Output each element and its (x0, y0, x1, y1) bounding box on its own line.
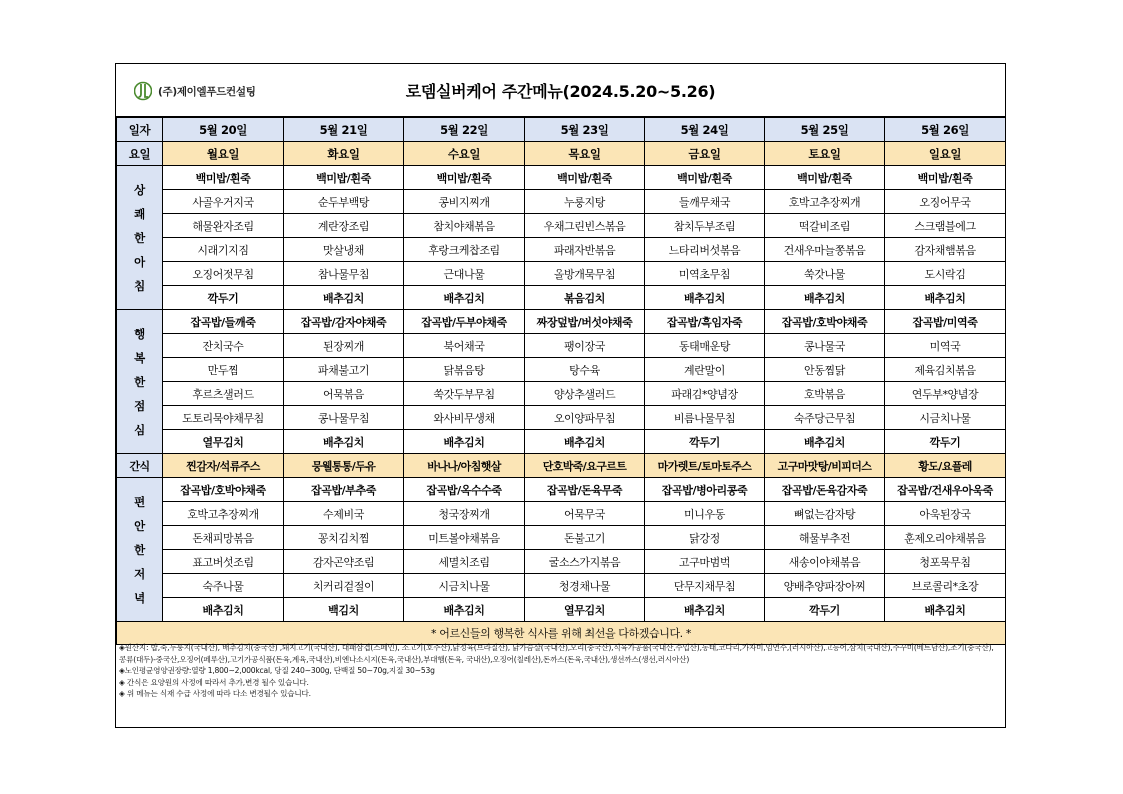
menu-item-cell: 잡곡밥/감자야채죽 (284, 310, 404, 334)
menu-item-cell: 배추김치 (765, 286, 885, 310)
menu-item-cell: 배추김치 (645, 598, 765, 622)
menu-item-cell: 깍두기 (885, 430, 1006, 454)
menu-item-cell: 미트볼야채볶음 (404, 526, 525, 550)
menu-item-cell: 시금치나물 (885, 406, 1006, 430)
menu-item-cell: 안동찜닭 (765, 358, 885, 382)
breakfast-row (117, 166, 1006, 190)
day-label: 요일 (117, 142, 163, 166)
closing-note: * 어르신들의 행복한 식사를 위해 최선을 다하겠습니다. * (117, 622, 1006, 645)
menu-item-cell: 해물부추전 (765, 526, 885, 550)
lunch-row (117, 310, 1006, 334)
menu-item-cell: 열무김치 (525, 598, 645, 622)
menu-item-cell: 브로콜리*초장 (885, 574, 1006, 598)
menu-item-cell: 단무지채무침 (645, 574, 765, 598)
menu-item-cell: 콩비지찌개 (404, 190, 525, 214)
menu-item-cell: 후르츠샐러드 (163, 382, 284, 406)
menu-item-cell: 배추김치 (525, 430, 645, 454)
date-cell: 5월 22일 (404, 118, 525, 142)
date-cell: 5월 24일 (645, 118, 765, 142)
date-cell: 5월 23일 (525, 118, 645, 142)
menu-item-cell: 연두부*양념장 (885, 382, 1006, 406)
menu-item-cell: 동태매운탕 (645, 334, 765, 358)
menu-item-cell: 떡갈비조림 (765, 214, 885, 238)
menu-item-cell: 잡곡밥/호박야채죽 (765, 310, 885, 334)
menu-item-cell: 잡곡밥/돈육감자죽 (765, 478, 885, 502)
menu-item-cell: 시금치나물 (404, 574, 525, 598)
lunch-row (117, 334, 1006, 358)
breakfast-label (117, 166, 163, 310)
day-cell: 월요일 (163, 142, 284, 166)
menu-item-cell: 청포묵무침 (885, 550, 1006, 574)
dinner-row (117, 598, 1006, 622)
menu-item-cell: 양배추양파장아찌 (765, 574, 885, 598)
menu-item-cell: 돈불고기 (525, 526, 645, 550)
menu-item-cell: 오징어젓무침 (163, 262, 284, 286)
menu-item-cell: 파래김*양념장 (645, 382, 765, 406)
weekly-menu-table (116, 117, 1006, 645)
snack-cell: 고구마맛탕/비피더스 (765, 454, 885, 478)
breakfast-label-text: 상쾌한아침 (134, 182, 145, 293)
menu-item-cell: 백미밥/흰죽 (525, 166, 645, 190)
lunch-label-text: 행복한점심 (134, 326, 145, 437)
menu-item-cell: 도토리묵야채무침 (163, 406, 284, 430)
footer-line: ◈ 간식은 요양원의 사정에 따라서 추가,변경 될수 있습니다. (119, 677, 309, 687)
menu-item-cell: 청경채나물 (525, 574, 645, 598)
footer-notes (119, 642, 999, 700)
snack-row (117, 454, 1006, 478)
dinner-row (117, 526, 1006, 550)
dinner-label (117, 478, 163, 622)
day-cell: 금요일 (645, 142, 765, 166)
menu-item-cell: 볶음김치 (525, 286, 645, 310)
menu-item-cell: 해물완자조림 (163, 214, 284, 238)
menu-item-cell: 숙주나물 (163, 574, 284, 598)
day-cell: 화요일 (284, 142, 404, 166)
date-cell: 5월 26일 (885, 118, 1006, 142)
company-name: (주)제이엘푸드컨설팅 (158, 85, 256, 98)
snack-cell: 바나나/아침햇살 (404, 454, 525, 478)
menu-item-cell: 들깨무채국 (645, 190, 765, 214)
menu-item-cell: 건새우마늘쫑볶음 (765, 238, 885, 262)
breakfast-row (117, 190, 1006, 214)
lunch-row (117, 430, 1006, 454)
menu-item-cell: 참치야채볶음 (404, 214, 525, 238)
snack-cell: 단호박죽/요구르트 (525, 454, 645, 478)
menu-item-cell: 뼈없는감자탕 (765, 502, 885, 526)
menu-item-cell: 호박고추장찌개 (163, 502, 284, 526)
date-cell: 5월 21일 (284, 118, 404, 142)
menu-item-cell: 배추김치 (404, 430, 525, 454)
menu-item-cell: 깍두기 (645, 430, 765, 454)
menu-item-cell: 순두부백탕 (284, 190, 404, 214)
menu-item-cell: 깍두기 (163, 286, 284, 310)
menu-item-cell: 배추김치 (404, 286, 525, 310)
menu-item-cell: 쑥갓나물 (765, 262, 885, 286)
menu-item-cell: 파채불고기 (284, 358, 404, 382)
footer-line: ◈원산지: 밥,죽,누룽지(국내산), 배추김치(중국산) ,돼지고기(국내산), 대패삼겹(스페인), 소고기(호주산),닭정육(브라질산), 닭가슴살(국내산),오리(중국산),식육가공품(국내산,수입산),동태,코다리,가자미,임연수,(러시아산),고등어,삼치(국내산),주꾸미(베트남산),조기(중국산),콩류(대두)-중국산,오징어(페루산),고기가공식품(돈육,계육,국내산),비엔나소시지(돈육,국내산),부대햄(돈육, 국내산),오징어(칠레산),돈까스(돈육,국내산),생선까스(생선,러시아산) (119, 643, 994, 664)
menu-item-cell: 짜장덮밥/버섯야채죽 (525, 310, 645, 334)
dinner-row (117, 502, 1006, 526)
menu-item-cell: 미역국 (885, 334, 1006, 358)
menu-item-cell: 백미밥/흰죽 (404, 166, 525, 190)
lunch-label (117, 310, 163, 454)
menu-item-cell: 새송이야채볶음 (765, 550, 885, 574)
menu-item-cell: 치커리겉절이 (284, 574, 404, 598)
menu-item-cell: 수제비국 (284, 502, 404, 526)
day-cell: 목요일 (525, 142, 645, 166)
menu-item-cell: 세멸치조림 (404, 550, 525, 574)
menu-item-cell: 우채그린빈스볶음 (525, 214, 645, 238)
menu-item-cell: 느타리버섯볶음 (645, 238, 765, 262)
menu-item-cell: 백미밥/흰죽 (885, 166, 1006, 190)
footer-line: ◈노인평균영양권장량:열량 1,800~2,000kcal, 당질 240~300g, 단백질 50~70g,지질 30~53g (119, 666, 435, 675)
menu-item-cell: 콩나물국 (765, 334, 885, 358)
menu-item-cell: 고구마범벅 (645, 550, 765, 574)
menu-item-cell: 어묵무국 (525, 502, 645, 526)
dinner-row (117, 550, 1006, 574)
date-cell: 5월 25일 (765, 118, 885, 142)
menu-item-cell: 굴소스가지볶음 (525, 550, 645, 574)
menu-item-cell: 배추김치 (765, 430, 885, 454)
menu-item-cell: 열무김치 (163, 430, 284, 454)
date-cell: 5월 20일 (163, 118, 284, 142)
menu-item-cell: 꽁치김치찜 (284, 526, 404, 550)
menu-item-cell: 백미밥/흰죽 (765, 166, 885, 190)
menu-item-cell: 백미밥/흰죽 (645, 166, 765, 190)
dinner-label-text: 편안한저녁 (134, 494, 145, 605)
menu-item-cell: 미니우동 (645, 502, 765, 526)
menu-item-cell: 호박볶음 (765, 382, 885, 406)
menu-item-cell: 닭볶음탕 (404, 358, 525, 382)
menu-item-cell: 미역초무침 (645, 262, 765, 286)
menu-item-cell: 파래자반볶음 (525, 238, 645, 262)
menu-item-cell: 제육김치볶음 (885, 358, 1006, 382)
menu-item-cell: 훈제오리야채볶음 (885, 526, 1006, 550)
day-cell: 토요일 (765, 142, 885, 166)
menu-item-cell: 맛살냉채 (284, 238, 404, 262)
menu-item-cell: 잡곡밥/옥수수죽 (404, 478, 525, 502)
snack-cell: 뭉웰통통/두유 (284, 454, 404, 478)
menu-item-cell: 스크램블에그 (885, 214, 1006, 238)
day-cell: 일요일 (885, 142, 1006, 166)
menu-item-cell: 감자채햄볶음 (885, 238, 1006, 262)
menu-item-cell: 비름나물무침 (645, 406, 765, 430)
menu-item-cell: 잡곡밥/부추죽 (284, 478, 404, 502)
lunch-row (117, 358, 1006, 382)
menu-item-cell: 양상추샐러드 (525, 382, 645, 406)
menu-item-cell: 오이양파무침 (525, 406, 645, 430)
menu-item-cell: 깍두기 (765, 598, 885, 622)
lunch-row (117, 406, 1006, 430)
menu-item-cell: 팽이장국 (525, 334, 645, 358)
menu-item-cell: 도시락김 (885, 262, 1006, 286)
menu-item-cell: 근대나물 (404, 262, 525, 286)
menu-item-cell: 어묵볶음 (284, 382, 404, 406)
menu-item-cell: 잡곡밥/돈육무죽 (525, 478, 645, 502)
date-label: 일자 (117, 118, 163, 142)
breakfast-row (117, 262, 1006, 286)
date-row (117, 118, 1006, 142)
menu-item-cell: 잡곡밥/미역죽 (885, 310, 1006, 334)
lunch-row (117, 382, 1006, 406)
menu-item-cell: 와사비무생채 (404, 406, 525, 430)
menu-item-cell: 잡곡밥/건새우아욱죽 (885, 478, 1006, 502)
menu-item-cell: 백김치 (284, 598, 404, 622)
menu-item-cell: 닭강정 (645, 526, 765, 550)
menu-item-cell: 배추김치 (885, 598, 1006, 622)
menu-item-cell: 백미밥/흰죽 (284, 166, 404, 190)
menu-item-cell: 계란말이 (645, 358, 765, 382)
menu-item-cell: 된장찌개 (284, 334, 404, 358)
dinner-row (117, 478, 1006, 502)
snack-cell: 황도/요플레 (885, 454, 1006, 478)
menu-item-cell: 누룽지탕 (525, 190, 645, 214)
menu-item-cell: 잡곡밥/흑임자죽 (645, 310, 765, 334)
menu-item-cell: 콩나물무침 (284, 406, 404, 430)
snack-label: 간식 (117, 454, 163, 478)
menu-item-cell: 표고버섯조림 (163, 550, 284, 574)
day-of-week-row (117, 142, 1006, 166)
menu-sheet (115, 63, 1006, 728)
menu-item-cell: 청국장찌개 (404, 502, 525, 526)
dinner-row (117, 574, 1006, 598)
breakfast-row (117, 238, 1006, 262)
menu-item-cell: 계란장조림 (284, 214, 404, 238)
menu-item-cell: 배추김치 (404, 598, 525, 622)
menu-item-cell: 호박고추장찌개 (765, 190, 885, 214)
footer-line: ◈ 위 메뉴는 식재 수급 사정에 따라 다소 변경될수 있습니다. (119, 689, 311, 698)
menu-item-cell: 잡곡밥/호박야채죽 (163, 478, 284, 502)
menu-item-cell: 아욱된장국 (885, 502, 1006, 526)
menu-item-cell: 후랑크케찹조림 (404, 238, 525, 262)
menu-item-cell: 사골우거지국 (163, 190, 284, 214)
menu-item-cell: 배추김치 (163, 598, 284, 622)
menu-item-cell: 백미밥/흰죽 (163, 166, 284, 190)
menu-item-cell: 탕수육 (525, 358, 645, 382)
menu-item-cell: 올방개묵무침 (525, 262, 645, 286)
breakfast-row (117, 286, 1006, 310)
menu-item-cell: 만두찜 (163, 358, 284, 382)
menu-item-cell: 참치두부조림 (645, 214, 765, 238)
menu-item-cell: 배추김치 (284, 430, 404, 454)
day-cell: 수요일 (404, 142, 525, 166)
menu-item-cell: 배추김치 (645, 286, 765, 310)
menu-item-cell: 배추김치 (284, 286, 404, 310)
menu-item-cell: 배추김치 (885, 286, 1006, 310)
breakfast-row (117, 214, 1006, 238)
menu-item-cell: 잔치국수 (163, 334, 284, 358)
menu-item-cell: 잡곡밥/두부야채죽 (404, 310, 525, 334)
menu-item-cell: 쑥갓두부무침 (404, 382, 525, 406)
menu-item-cell: 참나물무침 (284, 262, 404, 286)
menu-item-cell: 시래기지짐 (163, 238, 284, 262)
menu-item-cell: 감자곤약조림 (284, 550, 404, 574)
snack-cell: 찐감자/석류주스 (163, 454, 284, 478)
page-title: 로뎀실버케어 주간메뉴(2024.5.20~5.26) (405, 82, 716, 101)
menu-item-cell: 돈채피망볶음 (163, 526, 284, 550)
menu-item-cell: 숙주당근무침 (765, 406, 885, 430)
menu-item-cell: 북어채국 (404, 334, 525, 358)
menu-item-cell: 잡곡밥/들깨죽 (163, 310, 284, 334)
title-bar (116, 64, 1005, 117)
snack-cell: 마가렛트/토마토주스 (645, 454, 765, 478)
menu-item-cell: 잡곡밥/병아리콩죽 (645, 478, 765, 502)
menu-item-cell: 오징어무국 (885, 190, 1006, 214)
